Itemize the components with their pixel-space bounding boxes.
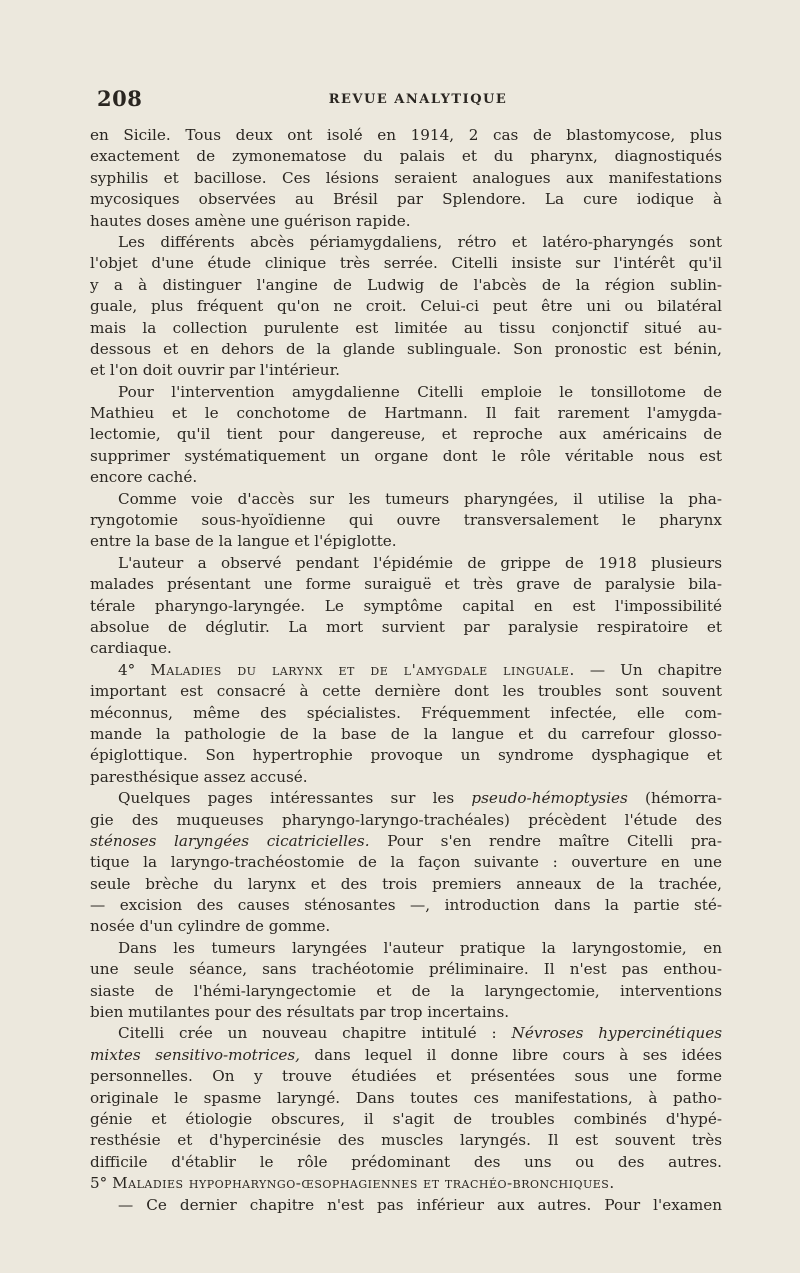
section-number: 5°	[90, 1174, 113, 1193]
italic-term: sténoses laryngées cicatricielles.	[90, 831, 370, 850]
body-text	[90, 125, 722, 1216]
text-line: l'objet d'une étude clinique très serrée. Citelli insiste sur l'intérêt qu'il	[90, 254, 722, 273]
section-text: — Un chapitre	[574, 660, 722, 679]
text-line: gie des muqueuses pharyngo-laryngo-trachéales) précèdent l'étude des	[90, 810, 722, 829]
line-text: (hémorra-	[627, 789, 722, 808]
text-line: L'auteur a observé pendant l'épidémie de grippe de 1918 plusieurs	[118, 553, 722, 572]
text-line: en Sicile. Tous deux ont isolé en 1914, 2 cas de blastomycose, plus	[90, 126, 722, 144]
text-line: épiglottique. Son hypertrophie provoque un syndrome dysphagique et	[90, 746, 722, 765]
section-heading: Maladies du larynx et de l'amygdale linguale.	[150, 660, 575, 679]
text-line: absolue de déglutir. La mort survient par paralysie respiratoire et	[90, 617, 722, 636]
text-line: mycosiques observées au Brésil par Splendore. La cure iodique à	[90, 190, 722, 209]
text-line: Dans les tumeurs laryngées l'auteur pratique la laryngostomie, en	[118, 938, 722, 957]
text-line: supprimer systématiquement un organe dont le rôle véritable nous est	[90, 446, 722, 465]
text-line: originale le spasme laryngé. Dans toutes ces manifestations, à patho-	[90, 1088, 722, 1107]
text-line: paresthésique assez accusé.	[90, 767, 308, 786]
text-line: et l'on doit ouvrir par l'intérieur.	[90, 361, 340, 380]
text-line	[90, 660, 722, 681]
text-line	[90, 1023, 722, 1044]
line-text: dans lequel il donne libre cours à ses idées	[299, 1045, 722, 1064]
line-text: Quelques pages intéressantes sur les	[118, 789, 472, 808]
text-line: tique la laryngo-trachéostomie de la façon suivante : ouverture en une	[90, 853, 722, 872]
text-line: bien mutilantes pour des résultats par trop incertains.	[90, 1003, 510, 1022]
text-line: Mathieu et le conchotome de Hartmann. Il fait rarement l'amygda-	[90, 404, 722, 423]
text-line	[90, 1173, 722, 1194]
text-line: Comme voie d'accès sur les tumeurs pharyngées, il utilise la pha-	[118, 489, 722, 508]
section-heading: Maladies hypopharyngo-œsophagiennes et trachéo-bronchiques.	[112, 1174, 615, 1193]
text-line: cardiaque.	[90, 639, 172, 658]
text-line: important est consacré à cette dernière dont les troubles sont souvent	[90, 682, 722, 701]
text-line: méconnus, même des spécialistes. Fréquemment infectée, elle com-	[90, 703, 722, 722]
italic-term: mixtes sensitivo-motrices,	[90, 1045, 300, 1064]
text-line: Pour l'intervention amygdalienne Citelli emploie le tonsillotome de	[118, 382, 722, 401]
text-line: exactement de zymonematose du palais et du pharynx, diagnostiqués	[90, 147, 722, 166]
running-title: REVUE ANALYTIQUE	[328, 92, 508, 107]
text-line: syphilis et bacillose. Ces lésions seraient analogues aux manifestations	[90, 168, 722, 187]
text-line: génie et étiologie obscures, il s'agit de troubles combinés d'hypé-	[90, 1109, 722, 1128]
italic-term: pseudo-hémoptysies	[471, 789, 628, 808]
text-line	[90, 831, 722, 852]
text-line: mais la collection purulente est limitée au tissu conjonctif situé au-	[90, 318, 722, 337]
text-line: Les différents abcès périamygdaliens, rétro et latéro-pharyngés sont	[118, 232, 722, 251]
text-line: dessous et en dehors de la glande sublinguale. Son pronostic est bénin,	[90, 339, 722, 358]
text-line: seule brèche du larynx et des trois premiers anneaux de la trachée,	[90, 874, 722, 893]
section-number: 4°	[118, 660, 151, 679]
text-line: lectomie, qu'il tient pour dangereuse, et reproche aux américains de	[90, 425, 722, 444]
text-line: ryngotomie sous-hyoïdienne qui ouvre transversalement le pharynx	[90, 511, 722, 530]
line-text: Citelli crée un nouveau chapitre intitulé :	[118, 1024, 512, 1043]
text-line: — excision des causes sténosantes —, introduction dans la partie sté-	[90, 896, 722, 915]
text-line: guale, plus fréquent qu'on ne croit. Celui-ci peut être uni ou bilatéral	[90, 297, 722, 316]
text-line: personnelles. On y trouve étudiées et présentées sous une forme	[90, 1067, 722, 1086]
text-line	[90, 1045, 722, 1066]
line-text: Pour s'en rendre maître Citelli pra-	[369, 831, 722, 850]
page-number: 208	[97, 86, 143, 111]
text-line: resthésie et d'hypercinésie des muscles laryngés. Il est souvent très	[90, 1131, 722, 1150]
text-line: entre la base de la langue et l'épiglotte.	[90, 532, 397, 551]
text-line: nosée d'un cylindre de gomme.	[90, 917, 331, 936]
text-line: une seule séance, sans trachéotomie préliminaire. Il n'est pas enthou-	[90, 960, 722, 979]
text-line: siaste de l'hémi-laryngectomie et de la laryngectomie, interventions	[90, 981, 722, 1000]
text-line: encore caché.	[90, 468, 198, 487]
text-line: hautes doses amène une guérison rapide.	[90, 211, 411, 230]
page-header	[97, 86, 709, 112]
text-line: difficile d'établir le rôle prédominant des uns ou des autres.	[90, 1152, 722, 1171]
text-line: mande la pathologie de la base de la langue et du carrefour glosso-	[90, 724, 722, 743]
text-line: malades présentant une forme suraiguë et très grave de paralysie bila-	[90, 575, 722, 594]
text-line: — Ce dernier chapitre n'est pas inférieur aux autres. Pour l'examen	[118, 1195, 722, 1214]
text-line: y a à distinguer l'angine de Ludwig de l'abcès de la région sublin-	[90, 275, 722, 294]
italic-term: Névroses hypercinétiques	[511, 1024, 722, 1043]
text-line: térale pharyngo-laryngée. Le symptôme capital en est l'impossibilité	[90, 596, 722, 615]
text-line	[90, 788, 722, 809]
